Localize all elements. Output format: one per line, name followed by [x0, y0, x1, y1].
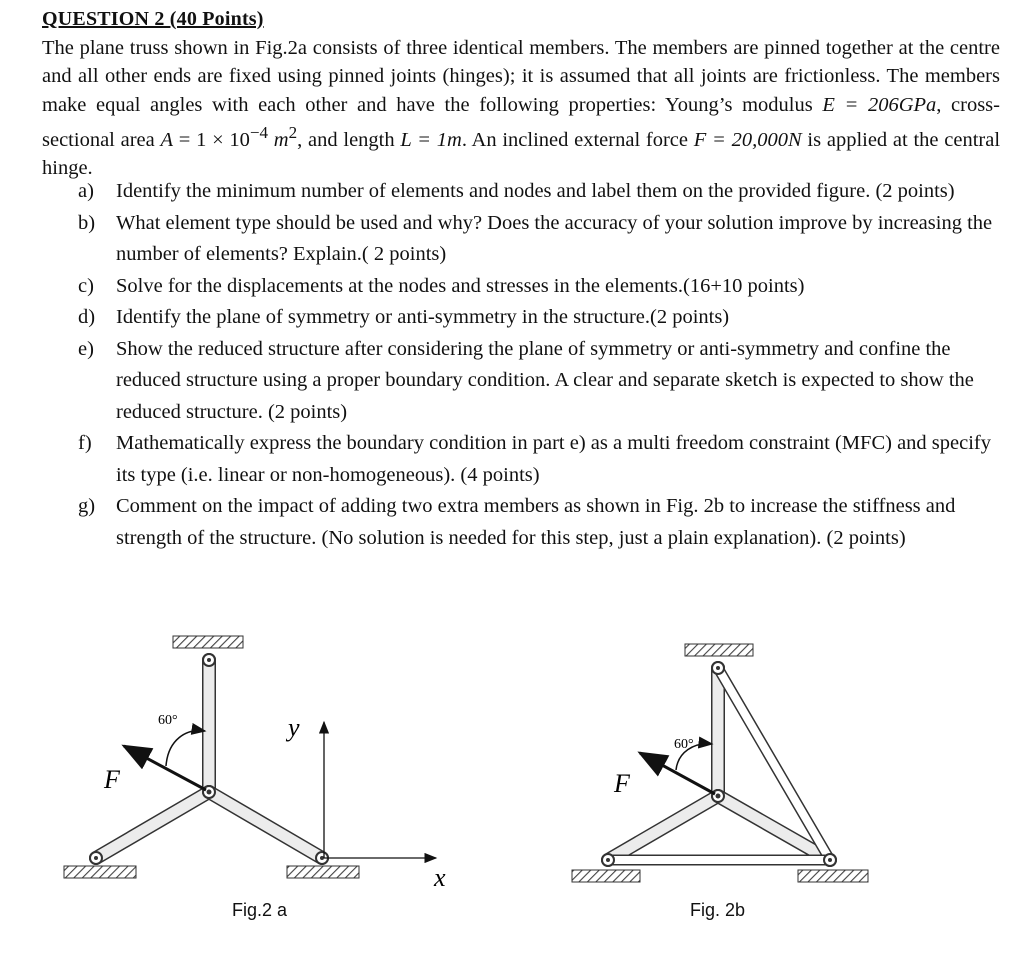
right-member: [209, 792, 322, 858]
part-label: g): [78, 495, 96, 517]
part-label: a): [78, 180, 94, 202]
y-axis-label: y: [288, 713, 300, 742]
force-arrow: [640, 753, 715, 794]
area-exponent: −4: [249, 123, 269, 143]
truss-figures: [0, 620, 1024, 953]
area-value: = 1 × 10: [173, 129, 250, 152]
x-axis-label: x: [434, 863, 446, 892]
part-text: Identify the minimum number of elements and nodes and label them on the provided figure. (2 points): [116, 180, 955, 202]
angle-arc: [166, 731, 205, 766]
area-text: , cross-sectional area: [42, 93, 1000, 152]
part-label: c): [78, 274, 94, 297]
left-hinge: [602, 854, 614, 866]
part-text: Solve for the displacements at the nodes and stresses in the elements.(16+10 points): [116, 274, 805, 297]
part-label: d): [78, 306, 96, 328]
part-text: Show the reduced structure after considering the plane of symmetry or anti-symmetry and confine the reduced structure using a proper boundary condition. A clear and separate sketch is expected to show the reduced structure. (2 points): [116, 337, 974, 423]
figure-2b-caption: Fig. 2b: [690, 900, 746, 920]
figure-2a: [64, 636, 446, 892]
force-symbol: F: [693, 129, 707, 152]
part-text: Comment on the impact of adding two extra members as shown in Fig. 2b to increase the stiffness and strength of the structure. (No solution is needed for this step, just a plain explanation). (2 points): [116, 495, 956, 549]
end-text: is applied at the central hinge.: [42, 129, 1001, 180]
force-text: . An inclined external force: [461, 129, 694, 152]
force-arrow: [124, 746, 206, 790]
part-c: [78, 271, 1008, 303]
top-hinge: [712, 662, 724, 674]
part-text: What element type should be used and why? Does the accuracy of your solution improve by increasing the number of elements? Explain.( 2 points): [116, 211, 993, 265]
figure-2a-caption: Fig.2 a: [232, 900, 288, 920]
length-text: , and length: [297, 129, 401, 152]
part-d: [78, 302, 1008, 334]
part-text: Mathematically express the boundary condition in part e) as a multi freedom constraint (MFC) and specify its type (i.e. linear or non-homogeneous). (4 points): [116, 432, 991, 486]
force-value: = 20,000N: [706, 129, 802, 152]
force-label: F: [104, 765, 120, 794]
top-fixed-support: [173, 636, 243, 648]
top-hinge: [203, 654, 215, 666]
part-text: Identify the plane of symmetry or anti-symmetry in the structure.(2 points): [116, 306, 730, 328]
left-member: [608, 796, 718, 860]
left-hinge: [90, 852, 102, 864]
force-label: F: [614, 769, 630, 798]
area-symbol: A: [160, 129, 174, 152]
length-symbol: L: [400, 129, 412, 152]
question-parts-list: [78, 176, 1008, 554]
intro-text: The plane truss shown in Fig.2a consists of three identical members. The members are pinned together at the centre and all other ends are fixed using pinned joints (hinges); it is assumed that all joints are frictionless. The members make equal angles with each other and have the following properties: Young’s modulus: [42, 37, 1000, 116]
length-value: = 1m: [411, 129, 462, 152]
part-g: [78, 491, 1008, 554]
part-e: [78, 334, 1008, 429]
right-fixed-support: [798, 870, 868, 882]
question-title: QUESTION 2 (40 Points): [42, 8, 264, 30]
part-f: [78, 428, 1008, 491]
part-label: e): [78, 337, 94, 360]
youngs-modulus-symbol: E: [822, 93, 835, 116]
youngs-modulus-value: = 206GPa: [834, 93, 937, 116]
figure-2b: [572, 644, 868, 882]
right-hinge: [824, 854, 836, 866]
angle-label: 60°: [158, 713, 178, 728]
question-intro: [42, 34, 1000, 183]
area-unit: m: [268, 129, 289, 152]
right-fixed-support: [287, 866, 359, 878]
left-fixed-support: [64, 866, 136, 878]
top-fixed-support: [685, 644, 753, 656]
area-unit-exponent: 2: [288, 123, 298, 143]
part-a: [78, 176, 1008, 208]
angle-label: 60°: [674, 737, 694, 752]
left-fixed-support: [572, 870, 640, 882]
part-label: b): [78, 211, 96, 234]
part-label: f): [78, 432, 92, 454]
left-member: [96, 792, 209, 858]
part-b: [78, 208, 1008, 271]
